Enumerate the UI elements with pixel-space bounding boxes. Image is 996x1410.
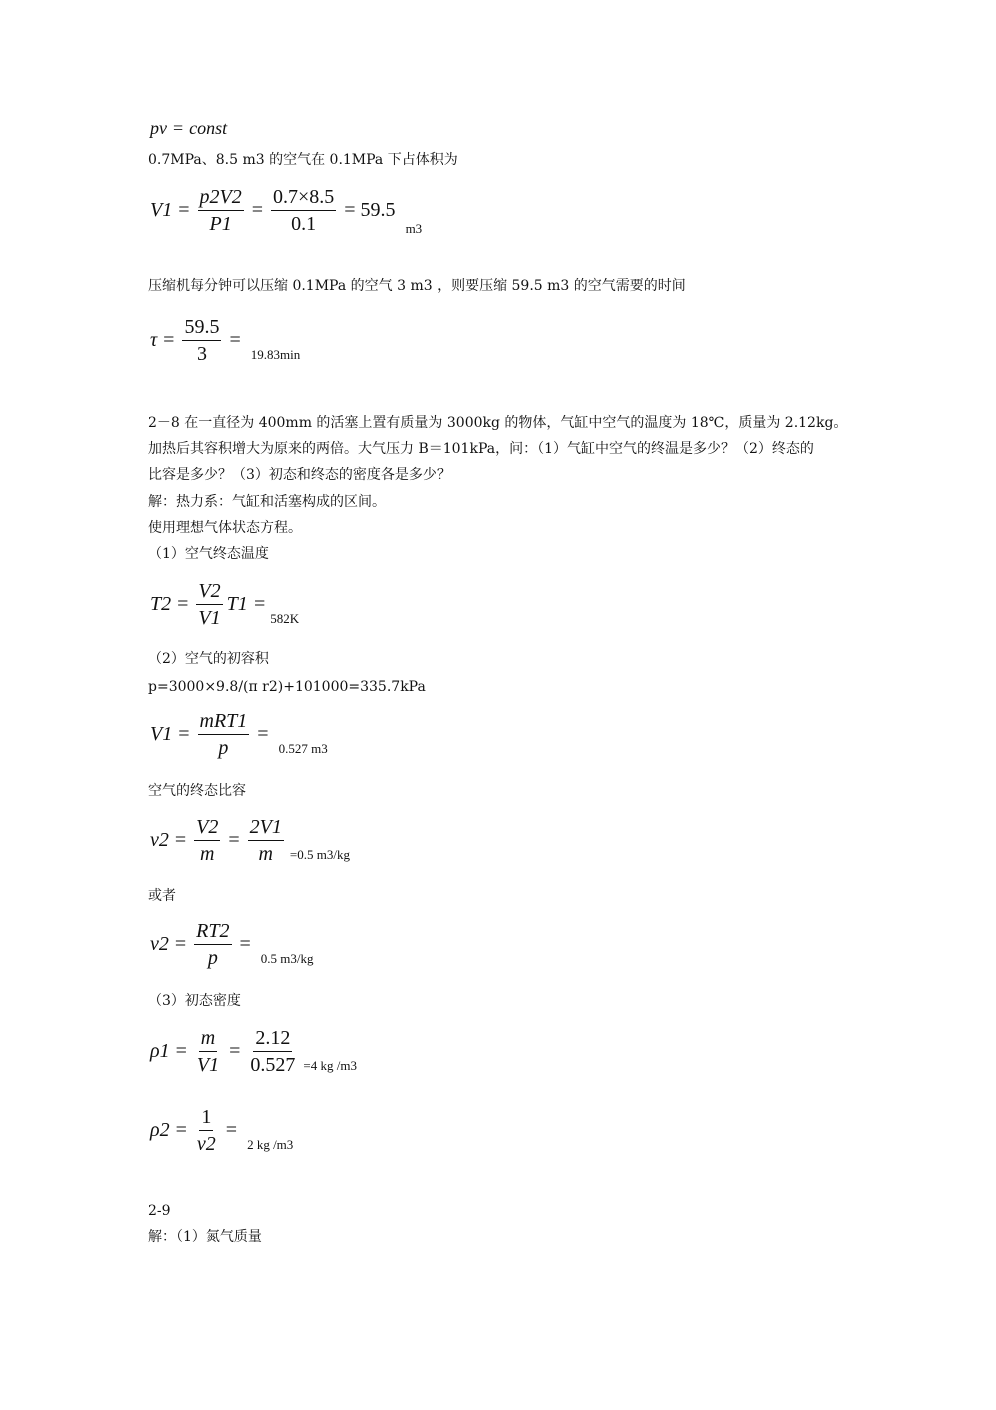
eq-result: 2 kg /m3 <box>247 1136 294 1152</box>
heading-part1: （1）空气终态温度 <box>148 546 269 562</box>
eq-result: =0.5 m3/kg <box>289 846 350 862</box>
eq-equals: = <box>175 1040 187 1062</box>
numerator: 2V1 <box>248 816 284 841</box>
equation-tau <box>150 316 300 365</box>
eq-lhs: ρ2 <box>150 1119 170 1141</box>
eq-result: = 59.5 <box>344 199 396 221</box>
numerator: 1 <box>199 1106 213 1131</box>
problem-2-8-line1: 2－8 在一直径为 400mm 的活塞上置有质量为 3000kg 的物体，气缸中空气的温度为 18℃，质量为 2.12kg。 <box>148 415 848 431</box>
heading-part2: （2）空气的初容积 <box>148 651 269 667</box>
eq-equals: = <box>174 933 187 955</box>
text-or: 或者 <box>148 888 176 904</box>
denominator: 0.1 <box>291 213 317 235</box>
eq-equals: = <box>225 1119 238 1141</box>
fraction <box>198 710 250 759</box>
equation-v1-initial <box>150 186 422 235</box>
eq-unit: m3 <box>405 220 423 236</box>
numerator: RT2 <box>194 920 231 945</box>
fraction <box>195 1106 218 1155</box>
problem-2-9-solution: 解：（1）氮气质量 <box>148 1229 262 1245</box>
eq-lhs: V1 <box>150 723 173 745</box>
eq-result: 582K <box>270 610 300 626</box>
fraction <box>248 1027 297 1076</box>
problem-2-8-line2: 加热后其容积增大为原来的两倍。大气压力 B＝101kPa，问：（1）气缸中空气的终温是多少？（2）终态的 <box>148 441 814 457</box>
text-use-equation: 使用理想气体状态方程。 <box>148 520 302 536</box>
equation-pv-const <box>150 118 227 139</box>
fraction <box>195 1027 221 1076</box>
fraction <box>194 816 220 865</box>
eq-equals: = <box>229 1040 241 1062</box>
eq-equals: = <box>228 829 240 851</box>
problem-2-8-line3: 比容是多少？（3）初态和终态的密度各是多少？ <box>148 467 451 483</box>
eq-lhs: T2 <box>150 593 172 615</box>
denominator: 0.527 <box>250 1054 296 1076</box>
equation-v1-volume <box>150 710 328 759</box>
eq-equals: = <box>178 723 190 745</box>
eq-result: 0.5 m3/kg <box>260 950 314 966</box>
fraction <box>198 186 244 235</box>
equation-rho1 <box>150 1027 357 1076</box>
numerator: p2V2 <box>198 186 244 211</box>
eq-equals: = <box>175 1119 187 1141</box>
eq-equals: = <box>174 829 187 851</box>
solution-system: 解：热力系：气缸和活塞构成的区间。 <box>148 494 386 510</box>
heading-final-specific-volume: 空气的终态比容 <box>148 783 246 799</box>
eq-result: =4 kg /m3 <box>303 1057 357 1073</box>
eq-equals: = <box>229 329 241 351</box>
eq-result: 0.527 m3 <box>278 740 328 756</box>
equation-v2-ideal-gas <box>150 920 314 969</box>
text-compressor: 压缩机每分钟可以压缩 0.1MPa 的空气 3 m3 ，则要压缩 59.5 m3 的空气需要的时间 <box>148 278 686 294</box>
heading-part3: （3）初态密度 <box>148 993 241 1009</box>
text-pressure: p=3000×9.8/(π r2)+101000=335.7kPa <box>148 679 426 695</box>
eq-lhs: V1 <box>150 199 173 221</box>
fraction <box>182 316 221 365</box>
eq-operator: = <box>173 118 184 138</box>
numerator: 2.12 <box>253 1027 292 1052</box>
text-intro: 0.7MPa、8.5 m3 的空气在 0.1MPa 下占体积为 <box>148 152 458 168</box>
eq-lhs: pv <box>150 118 167 138</box>
problem-2-9-title: 2-9 <box>148 1203 171 1219</box>
eq-lhs: ρ1 <box>150 1040 170 1062</box>
eq-lhs: τ <box>150 329 158 351</box>
denominator: p <box>218 737 229 759</box>
eq-equals: = <box>178 199 190 221</box>
numerator: V2 <box>196 580 222 605</box>
denominator: V1 <box>196 1054 220 1076</box>
fraction <box>248 816 284 865</box>
denominator: m <box>258 843 273 865</box>
fraction <box>271 186 336 235</box>
fraction <box>194 920 231 969</box>
numerator: mRT1 <box>198 710 250 735</box>
denominator: V1 <box>198 607 221 629</box>
equation-v2-ratio <box>150 816 350 865</box>
numerator: 0.7×8.5 <box>271 186 336 211</box>
eq-lhs: v2 <box>150 933 169 955</box>
denominator: m <box>200 843 215 865</box>
eq-equals: = <box>257 723 269 745</box>
denominator: P1 <box>209 213 232 235</box>
eq-equals: = <box>251 199 263 221</box>
eq-equals: = <box>163 329 175 351</box>
numerator: m <box>199 1027 217 1052</box>
eq-equals: = <box>177 593 189 615</box>
equation-t2 <box>150 580 299 629</box>
numerator: 59.5 <box>182 316 221 341</box>
denominator: v2 <box>196 1133 216 1155</box>
eq-lhs: v2 <box>150 829 169 851</box>
numerator: V2 <box>194 816 220 841</box>
eq-tail: T1 = <box>226 593 267 615</box>
eq-result: 19.83min <box>250 346 301 362</box>
equation-rho2 <box>150 1106 293 1155</box>
eq-rhs: const <box>189 118 228 138</box>
denominator: 3 <box>196 343 207 365</box>
denominator: p <box>207 947 218 969</box>
fraction <box>196 580 222 629</box>
eq-equals: = <box>239 933 251 955</box>
